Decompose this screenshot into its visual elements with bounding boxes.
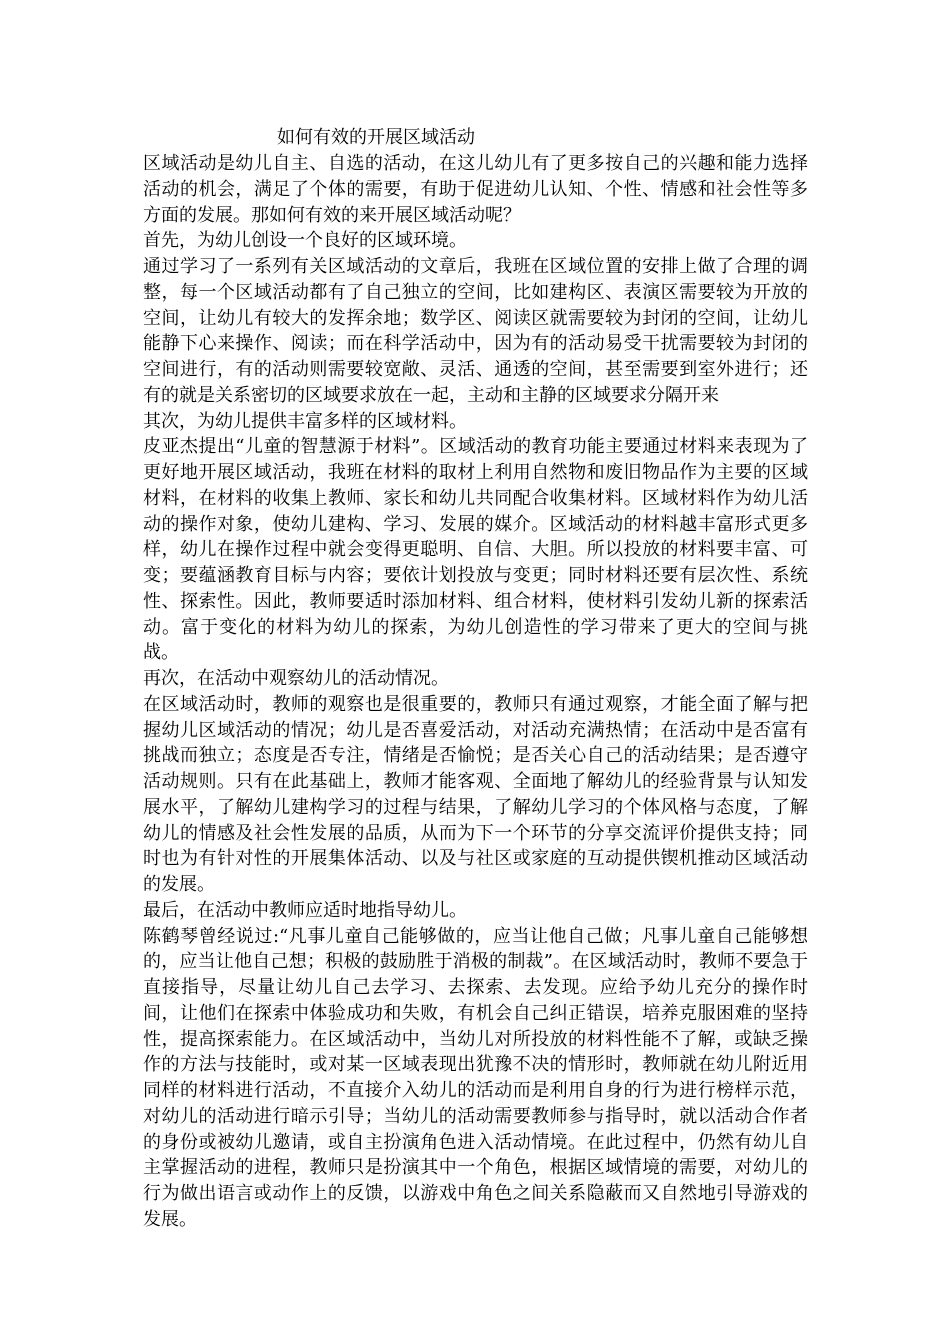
paragraph-guidance: 陈鹤琴曾经说过:“凡事儿童自己能够做的，应当让他自己做；凡事儿童自己能够想的，应当让他自己想；积极的鼓励胜于消极的制裁”。在区域活动时，教师不要急于直接指导，尽量让幼儿自己去学习、去探索、去发现。应给予幼儿充分的操作时间，让他们在探索中体验成功和失败，有机会自己纠正错误，培养克服困难的坚持性，提高探索能力。在区域活动中，当幼儿对所投放的材料性能不了解，或缺乏操作的方法与技能时，或对某一区域表现出犹豫不决的情形时，教师就在幼儿附近用同样的材料进行活动，不直接介入幼儿的活动而是利用自身的行为进行榜样示范，对幼儿的活动进行暗示引导；当幼儿的活动需要教师参与指导时，就以活动合作者的身份或被幼儿邀请，或自主扮演角色进入活动情境。在此过程中，仍然有幼儿自主掌握活动的进程，教师只是扮演其中一个角色，根据区域情境的需要，对幼儿的行为做出语言或动作上的反馈，以游戏中角色之间关系隐蔽而又自然地引导游戏的发展。: [143, 925, 808, 1230]
paragraph-intro: 区域活动是幼儿自主、自选的活动，在这儿幼儿有了更多按自己的兴趣和能力选择活动的机会，满足了个体的需要，有助于促进幼儿认知、个性、情感和社会性等多方面的发展。那如何有效的来开展区域活动呢？: [143, 153, 808, 226]
heading-third: 再次，在活动中观察幼儿的活动情况。: [143, 668, 449, 689]
document-title: 如何有效的开展区域活动: [277, 127, 475, 148]
heading-second: 其次，为幼儿提供丰富多样的区域材料。: [143, 410, 467, 432]
paragraph-environment: 通过学习了一系列有关区域活动的文章后，我班在区域位置的安排上做了合理的调整，每一个区域活动都有了自己独立的空间，比如建构区、表演区需要较为开放的空间，让幼儿有较大的发挥余地；数学区、阅读区就需要较为封闭的空间，让幼儿能静下心来操作、阅读；而在科学活动中，因为有的活动易受干扰需要较为封闭的空间进行，有的活动则需要较宽敞、灵活、通透的空间，甚至需要到室外进行；还有的就是关系密切的区域要求放在一起，主动和主静的区域要求分隔开来: [143, 256, 808, 406]
paragraph-materials: 皮亚杰提出“儿童的智慧源于材料”。区域活动的教育功能主要通过材料来表现为了更好地开展区域活动，我班在材料的取材上利用自然物和废旧物品作为主要的区域材料，在材料的收集上教师、家长和幼儿共同配合收集材料。区域材料作为幼儿活动的操作对象，使幼儿建构、学习、发展的媒介。区域活动的材料越丰富形式更多样，幼儿在操作过程中就会变得更聪明、自信、大胆。所以投放的材料要丰富、可变；要蕴涵教育目标与内容；要依计划投放与变更；同时材料还要有层次性、系统性、探索性。因此，教师要适时添加材料、组合材料，使材料引发幼儿新的探索活动。富于变化的材料为幼儿的探索，为幼儿创造性的学习带来了更大的空间与挑战。: [143, 436, 808, 664]
paragraph-observation: 在区域活动时，教师的观察也是很重要的，教师只有通过观察，才能全面了解与把握幼儿区域活动的情况；幼儿是否喜爱活动，对活动充满热情；在活动中是否富有挑战而独立；态度是否专注，情绪是否愉悦；是否关心自己的活动结果；是否遵守活动规则。只有在此基础上，教师才能客观、全面地了解幼儿的经验背景与认知发展水平，了解幼儿建构学习的过程与结果，了解幼儿学习的个体风格与态度，了解幼儿的情感及社会性发展的品质，从而为下一个环节的分享交流评价提供支持；同时也为有针对性的开展集体活动、以及与社区或家庭的互动提供锲机推动区域活动的发展。: [143, 693, 808, 895]
heading-last: 最后，在活动中教师应适时地指导幼儿。: [143, 899, 467, 921]
document-body: [143, 151, 808, 1233]
heading-first: 首先，为幼儿创设一个良好的区域环境。: [143, 230, 467, 252]
